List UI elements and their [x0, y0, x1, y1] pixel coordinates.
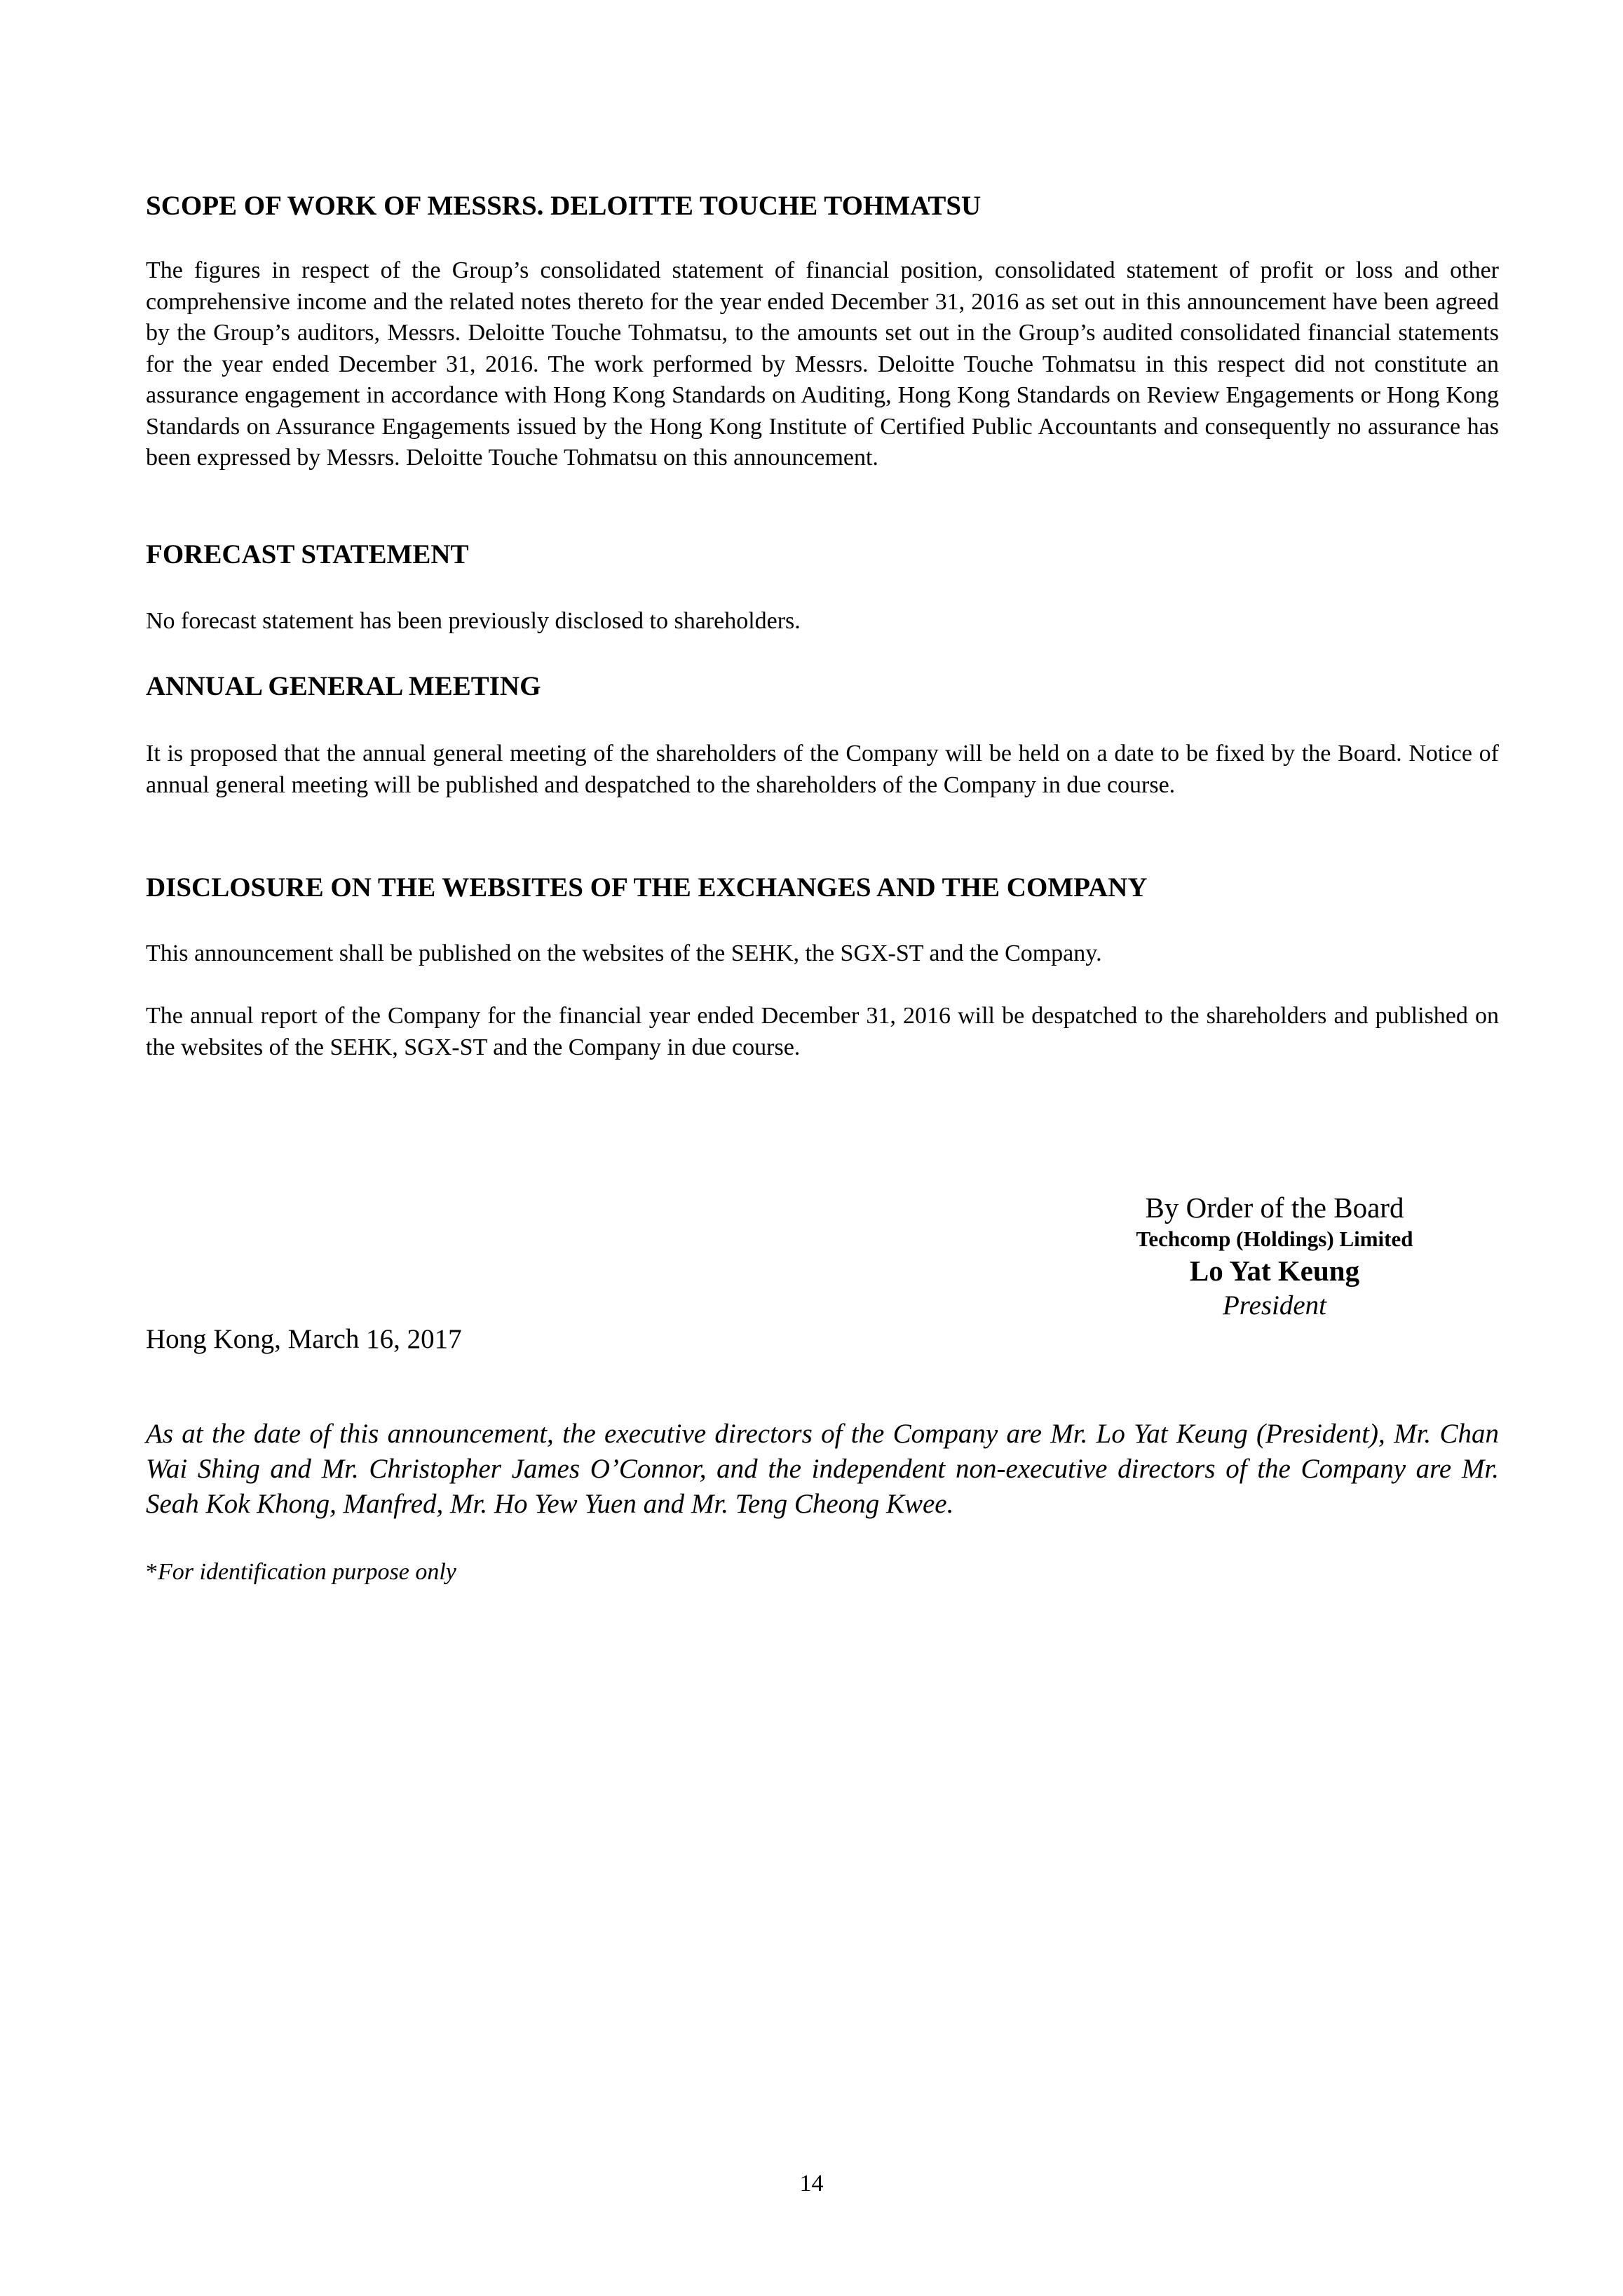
- section-heading-disclosure: DISCLOSURE ON THE WEBSITES OF THE EXCHANGES AND THE COMPANY: [146, 872, 1148, 903]
- directors-statement: As at the date of this announcement, the executive directors of the Company are Mr. Lo Yat Keung (President), Mr. Chan Wai Shing and Mr. Christopher James O’Connor, and the independent non-executive directors of the Company are Mr. Seah Kok Khong, Manfred, Mr. Ho Yew Yuen and Mr. Teng Cheong Kwee.: [146, 1419, 1499, 1519]
- footnote-marker: *: [146, 1559, 158, 1585]
- signature-title: President: [1222, 1290, 1327, 1321]
- signature-block: [959, 1190, 1590, 1323]
- signature-name: Lo Yat Keung: [1189, 1255, 1360, 1287]
- paragraph-forecast-statement: No forecast statement has been previously disclosed to shareholders.: [146, 608, 801, 634]
- paragraph-annual-general-meeting: It is proposed that the annual general meeting of the shareholders of the Company will be held on a date to be fixed by the Board. Notice of annual general meeting will be published and despatched to the shareholders of the Company in due course.: [146, 741, 1499, 798]
- footnote-text: For identification purpose only: [158, 1559, 456, 1585]
- section-heading-forecast-statement: FORECAST STATEMENT: [146, 539, 469, 569]
- place-and-date: Hong Kong, March 16, 2017: [146, 1324, 462, 1354]
- section-heading-annual-general-meeting: ANNUAL GENERAL MEETING: [146, 671, 541, 701]
- page-number: 14: [799, 2170, 824, 2196]
- signature-order-line: By Order of the Board: [1145, 1191, 1404, 1224]
- section-heading-scope-of-work: SCOPE OF WORK OF MESSRS. DELOITTE TOUCHE TOHMATSU: [146, 191, 982, 221]
- signature-company: Techcomp (Holdings) Limited: [1136, 1227, 1413, 1251]
- paragraph-disclosure-websites: This announcement shall be published on the websites of the SEHK, the SGX-ST and the Company.: [146, 940, 1102, 966]
- footnote: [146, 1557, 456, 1588]
- paragraph-annual-report: The annual report of the Company for the financial year ended December 31, 2016 will be despatched to the shareholders and published on the websites of the SEHK, SGX-ST and the Company in due course.: [146, 1003, 1499, 1060]
- paragraph-scope-of-work: The figures in respect of the Group’s consolidated statement of financial position, consolidated statement of profit or loss and other comprehensive income and the related notes thereto for the year ended December 31, 2016 as set out in this announcement have been agreed by the Group’s auditors, Messrs. Deloitte Touche Tohmatsu, to the amounts set out in the Group’s audited consolidated financial statements for the year ended December 31, 2016. The work performed by Messrs. Deloitte Touche Tohmatsu in this respect did not constitute an assurance engagement in accordance with Hong Kong Standards on Auditing, Hong Kong Standards on Review Engagements or Hong Kong Standards on Assurance Engagements issued by the Hong Kong Institute of Certified Public Accountants and consequently no assurance has been expressed by Messrs. Deloitte Touche Tohmatsu on this announcement.: [146, 257, 1499, 471]
